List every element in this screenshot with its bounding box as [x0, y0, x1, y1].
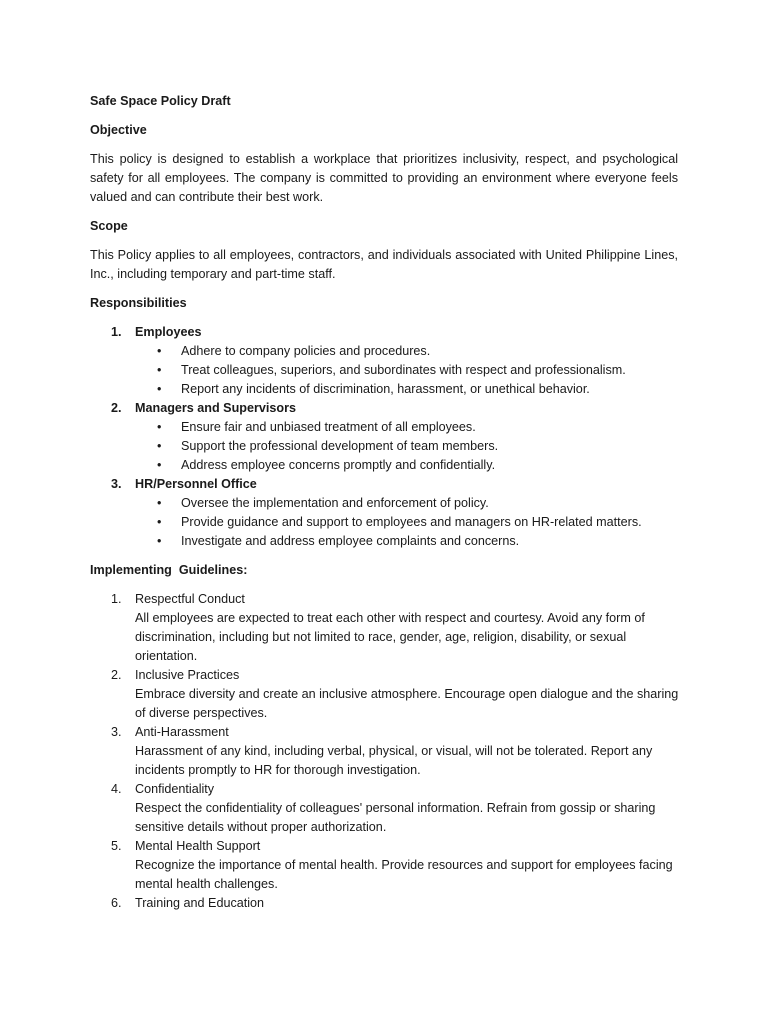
responsibility-label: Employees — [135, 325, 202, 339]
list-number: 2. — [111, 401, 122, 415]
guidelines-list — [90, 590, 678, 913]
list-item: • Ensure fair and unbiased treatment of all employees. — [135, 418, 678, 437]
responsibilities-list — [90, 323, 678, 551]
bullet-icon: • — [157, 458, 162, 472]
list-item: • Address employee concerns promptly and confidentially. — [135, 456, 678, 475]
document-title: Safe Space Policy Draft — [90, 94, 231, 108]
guideline-mental-health-support — [90, 837, 678, 894]
guideline-title: Respectful Conduct — [135, 592, 245, 606]
guideline-text: Respect the confidentiality of colleagues' personal information. Refrain from gossip or sharing sensitive details without proper authorization. — [135, 801, 656, 834]
responsibilities-heading: Responsibilities — [90, 296, 187, 310]
list-item: • Treat colleagues, superiors, and subordinates with respect and professionalism. — [135, 361, 678, 380]
bullet-list — [135, 494, 678, 551]
guideline-confidentiality — [90, 780, 678, 837]
guideline-inclusive-practices — [90, 666, 678, 723]
list-number: 6. — [111, 896, 122, 910]
bullet-icon: • — [157, 515, 162, 529]
bullet-list — [135, 342, 678, 399]
list-item: • Oversee the implementation and enforcement of policy. — [135, 494, 678, 513]
bullet-icon: • — [157, 439, 162, 453]
guideline-text: Harassment of any kind, including verbal, physical, or visual, will not be tolerated. Report any incidents promptly to HR for thorough investigation. — [135, 744, 653, 777]
list-number: 1. — [111, 325, 122, 339]
bullet-icon: • — [157, 534, 162, 548]
list-number: 3. — [111, 725, 122, 739]
bullet-list — [135, 418, 678, 475]
guideline-title: Training and Education — [135, 896, 265, 910]
guidelines-heading: Implementing Guidelines: — [90, 563, 248, 577]
guideline-title: Anti-Harassment — [135, 725, 229, 739]
bullet-icon: • — [157, 496, 162, 510]
guideline-title: Inclusive Practices — [135, 668, 240, 682]
list-item: • Support the professional development of team members. — [135, 437, 678, 456]
responsibility-hr — [90, 475, 678, 551]
list-number: 2. — [111, 668, 122, 682]
guideline-title: Mental Health Support — [135, 839, 261, 853]
responsibility-label: HR/Personnel Office — [135, 477, 257, 491]
guideline-text: Embrace diversity and create an inclusive atmosphere. Encourage open dialogue and the sharing of diverse perspectives. — [135, 687, 679, 720]
guideline-training-education — [90, 894, 678, 913]
guideline-text: All employees are expected to treat each other with respect and courtesy. Avoid any form of discrimination, including but not limited to race, gender, age, religion, disability, or sexual orientation. — [135, 611, 645, 663]
objective-text: This policy is designed to establish a workplace that prioritizes inclusivity, respect, and psychological safety for all employees. The company is committed to providing an environment where everyone feels valued and can contribute their best work. — [90, 152, 678, 204]
bullet-icon: • — [157, 382, 162, 396]
guideline-text: Recognize the importance of mental health. Provide resources and support for employees facing mental health challenges. — [135, 858, 673, 891]
list-item: • Investigate and address employee complaints and concerns. — [135, 532, 678, 551]
list-number: 1. — [111, 592, 122, 606]
responsibility-label: Managers and Supervisors — [135, 401, 296, 415]
responsibility-managers — [90, 399, 678, 475]
responsibility-employees — [90, 323, 678, 399]
bullet-icon: • — [157, 363, 162, 377]
list-number: 4. — [111, 782, 122, 796]
list-number: 3. — [111, 477, 122, 491]
bullet-icon: • — [157, 344, 162, 358]
document-page — [90, 92, 678, 913]
objective-heading: Objective — [90, 123, 147, 137]
guideline-anti-harassment — [90, 723, 678, 780]
guideline-respectful-conduct — [90, 590, 678, 666]
list-item: • Adhere to company policies and procedures. — [135, 342, 678, 361]
list-number: 5. — [111, 839, 122, 853]
list-item: • Provide guidance and support to employees and managers on HR-related matters. — [135, 513, 678, 532]
bullet-icon: • — [157, 420, 162, 434]
scope-heading: Scope — [90, 219, 128, 233]
guideline-title: Confidentiality — [135, 782, 215, 796]
list-item: • Report any incidents of discrimination, harassment, or unethical behavior. — [135, 380, 678, 399]
scope-text: This Policy applies to all employees, contractors, and individuals associated with United Philippine Lines, Inc., including temporary and part-time staff. — [90, 248, 678, 281]
